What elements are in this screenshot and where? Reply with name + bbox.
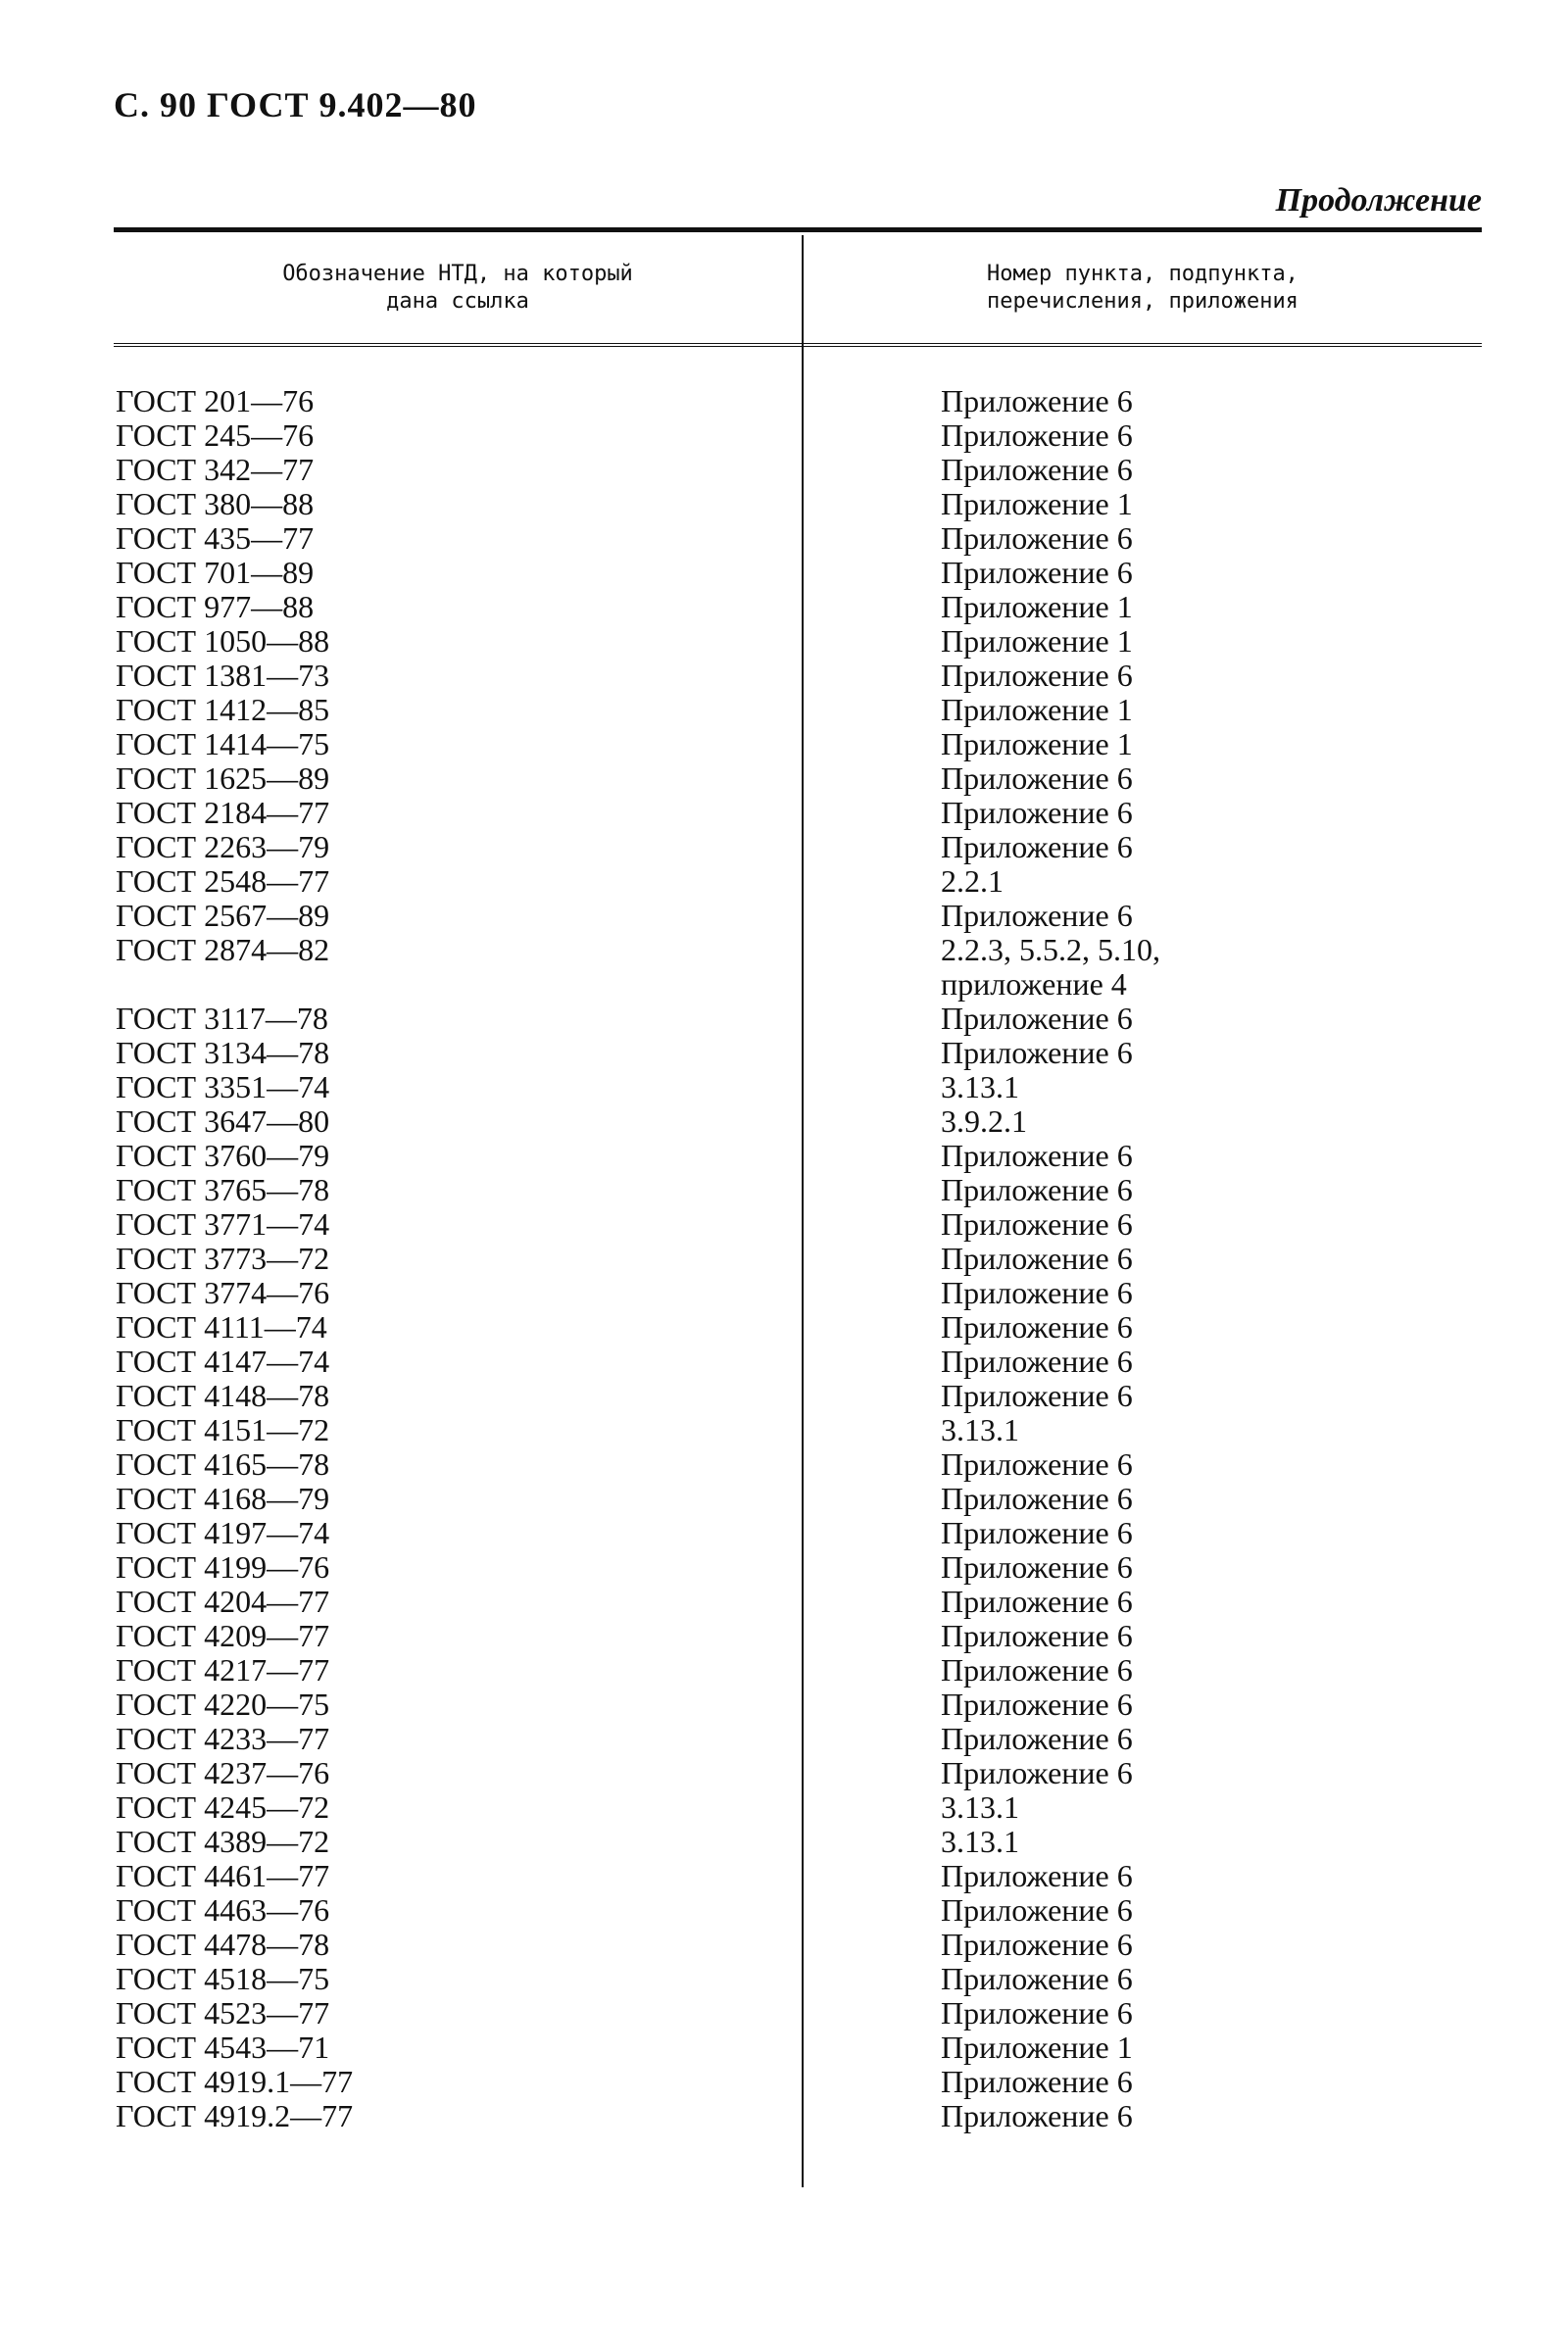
document-designation: ГОСТ 3771—74 [116, 1206, 330, 1242]
table-row [114, 2065, 1482, 2099]
document-designation: ГОСТ 4148—78 [116, 1378, 330, 1413]
document-designation: ГОСТ 4199—76 [116, 1549, 330, 1585]
document-designation: ГОСТ 2548—77 [116, 863, 330, 899]
reference-item: Приложение 6 [941, 1446, 1133, 1482]
table-row [114, 1722, 1482, 1756]
document-designation: ГОСТ 2184—77 [116, 795, 330, 830]
table-row [114, 556, 1482, 590]
document-designation: ГОСТ 3774—76 [116, 1275, 330, 1310]
document-designation: ГОСТ 4523—77 [116, 1995, 330, 2031]
document-designation: ГОСТ 1412—85 [116, 692, 330, 727]
table-row [114, 1447, 1482, 1482]
page-header: С. 90 ГОСТ 9.402—80 [114, 85, 477, 124]
table-row [114, 1379, 1482, 1413]
reference-item: Приложение 6 [941, 1241, 1133, 1276]
table-row [114, 864, 1482, 899]
reference-item: Приложение 1 [941, 486, 1133, 521]
table-row [114, 1139, 1482, 1173]
table-row [114, 1756, 1482, 1790]
document-designation: ГОСТ 4919.2—77 [116, 2098, 354, 2133]
table-row [114, 1413, 1482, 1447]
document-designation: ГОСТ 701—89 [116, 555, 315, 590]
reference-item: Приложение 6 [941, 2098, 1133, 2133]
table-row [114, 1276, 1482, 1310]
table-row [114, 727, 1482, 761]
document-designation: ГОСТ 4518—75 [116, 1961, 330, 1996]
table-row [114, 2031, 1482, 2065]
document-designation: ГОСТ 4543—71 [116, 2030, 330, 2065]
document-designation: ГОСТ 3773—72 [116, 1241, 330, 1276]
reference-table [114, 227, 1482, 2187]
reference-item: Приложение 6 [941, 1652, 1133, 1688]
document-designation: ГОСТ 4389—72 [116, 1824, 330, 1859]
table-row [114, 1962, 1482, 1996]
reference-item: Приложение 6 [941, 1858, 1133, 1893]
document-designation: ГОСТ 1625—89 [116, 760, 330, 796]
reference-item: Приложение 6 [941, 555, 1133, 590]
document-designation: ГОСТ 2567—89 [116, 898, 330, 933]
reference-item: 3.13.1 [941, 1412, 1019, 1447]
reference-item: Приложение 6 [941, 1172, 1133, 1207]
table-row [114, 1550, 1482, 1585]
table-row [114, 1516, 1482, 1550]
table-row [114, 1070, 1482, 1104]
document-designation: ГОСТ 4478—78 [116, 1927, 330, 1962]
document-designation: ГОСТ 4919.1—77 [116, 2064, 354, 2099]
reference-item: 3.9.2.1 [941, 1103, 1027, 1139]
table-row [114, 933, 1482, 1002]
table-row [114, 418, 1482, 453]
table-row [114, 1996, 1482, 2031]
table-row [114, 761, 1482, 796]
reference-item: Приложение 1 [941, 692, 1133, 727]
reference-item: 2.2.1 [941, 863, 1004, 899]
table-row [114, 1619, 1482, 1653]
reference-item: Приложение 6 [941, 1584, 1133, 1619]
reference-item: Приложение 6 [941, 1481, 1133, 1516]
table-row [114, 1173, 1482, 1207]
reference-item: Приложение 6 [941, 1138, 1133, 1173]
document-designation: ГОСТ 245—76 [116, 417, 315, 453]
table-row [114, 1790, 1482, 1825]
reference-item: 3.13.1 [941, 1824, 1019, 1859]
table-row [114, 1310, 1482, 1345]
table-row [114, 1207, 1482, 1242]
document-designation: ГОСТ 4147—74 [116, 1344, 330, 1379]
document-designation: ГОСТ 4245—72 [116, 1789, 330, 1825]
reference-item: Приложение 6 [941, 1927, 1133, 1962]
reference-item: Приложение 6 [941, 898, 1133, 933]
reference-item: Приложение 6 [941, 1721, 1133, 1756]
reference-item: Приложение 1 [941, 2030, 1133, 2065]
reference-item: Приложение 6 [941, 2064, 1133, 2099]
document-designation: ГОСТ 380—88 [116, 486, 315, 521]
table-top-rule [114, 227, 1482, 232]
table-row [114, 1825, 1482, 1859]
document-designation: ГОСТ 4111—74 [116, 1309, 327, 1345]
reference-item: Приложение 6 [941, 1515, 1133, 1550]
table-row [114, 453, 1482, 487]
document-designation: ГОСТ 342—77 [116, 452, 315, 487]
reference-item: Приложение 6 [941, 1035, 1133, 1070]
reference-item: Приложение 6 [941, 1995, 1133, 2031]
header-rule [114, 343, 1482, 347]
reference-item: Приложение 6 [941, 1687, 1133, 1722]
reference-item: Приложение 1 [941, 589, 1133, 624]
reference-item: Приложение 6 [941, 658, 1133, 693]
reference-item: Приложение 6 [941, 1892, 1133, 1928]
reference-item: Приложение 6 [941, 1275, 1133, 1310]
reference-item: Приложение 6 [941, 1961, 1133, 1996]
reference-item: Приложение 1 [941, 623, 1133, 659]
document-designation: ГОСТ 977—88 [116, 589, 315, 624]
document-designation: ГОСТ 3765—78 [116, 1172, 330, 1207]
reference-item: Приложение 6 [941, 520, 1133, 556]
table-row [114, 590, 1482, 624]
reference-item: Приложение 6 [941, 452, 1133, 487]
reference-item: 3.13.1 [941, 1069, 1019, 1104]
table-row [114, 1585, 1482, 1619]
table-row [114, 521, 1482, 556]
document-designation: ГОСТ 3117—78 [116, 1001, 328, 1036]
reference-item: Приложение 6 [941, 1001, 1133, 1036]
continuation-label: Продолжение [1275, 182, 1482, 219]
reference-item: Приложение 6 [941, 417, 1133, 453]
reference-item: Приложение 6 [941, 1618, 1133, 1653]
document-designation: ГОСТ 4237—76 [116, 1755, 330, 1790]
document-designation: ГОСТ 2874—82 [116, 932, 330, 967]
table-row [114, 1688, 1482, 1722]
table-row [114, 830, 1482, 864]
reference-item: Приложение 6 [941, 383, 1133, 418]
reference-item: Приложение 6 [941, 1549, 1133, 1585]
document-designation: ГОСТ 2263—79 [116, 829, 330, 864]
table-row [114, 1653, 1482, 1688]
table-row [114, 1345, 1482, 1379]
document-designation: ГОСТ 4463—76 [116, 1892, 330, 1928]
table-row [114, 1893, 1482, 1928]
table-row [114, 1036, 1482, 1070]
table-row [114, 659, 1482, 693]
document-designation: ГОСТ 4233—77 [116, 1721, 330, 1756]
document-designation: ГОСТ 4461—77 [116, 1858, 330, 1893]
table-row [114, 487, 1482, 521]
document-designation: ГОСТ 3351—74 [116, 1069, 330, 1104]
table-row [114, 1928, 1482, 1962]
reference-item: 2.2.3, 5.5.2, 5.10, приложение 4 [941, 932, 1160, 1002]
table-row [114, 1242, 1482, 1276]
column-header-document: Обозначение НТД, на который дана ссылка [282, 262, 633, 314]
document-designation: ГОСТ 3647—80 [116, 1103, 330, 1139]
reference-item: Приложение 6 [941, 1755, 1133, 1790]
document-designation: ГОСТ 4204—77 [116, 1584, 330, 1619]
document-designation: ГОСТ 3134—78 [116, 1035, 330, 1070]
document-designation: ГОСТ 1414—75 [116, 726, 330, 761]
document-designation: ГОСТ 4197—74 [116, 1515, 330, 1550]
document-designation: ГОСТ 4151—72 [116, 1412, 330, 1447]
column-header-reference: Номер пункта, подпункта, перечисления, приложения [987, 262, 1298, 314]
reference-item: Приложение 1 [941, 726, 1133, 761]
reference-item: Приложение 6 [941, 829, 1133, 864]
table-row [114, 1002, 1482, 1036]
document-designation: ГОСТ 4168—79 [116, 1481, 330, 1516]
table-body [114, 384, 1482, 2133]
table-row [114, 1859, 1482, 1893]
document-designation: ГОСТ 435—77 [116, 520, 315, 556]
table-row [114, 624, 1482, 659]
table-row [114, 1104, 1482, 1139]
document-designation: ГОСТ 1381—73 [116, 658, 330, 693]
reference-item: Приложение 6 [941, 1344, 1133, 1379]
document-designation: ГОСТ 4209—77 [116, 1618, 330, 1653]
table-row [114, 693, 1482, 727]
table-row [114, 2099, 1482, 2133]
reference-item: Приложение 6 [941, 1378, 1133, 1413]
document-designation: ГОСТ 201—76 [116, 383, 315, 418]
table-row [114, 384, 1482, 418]
reference-item: Приложение 6 [941, 1309, 1133, 1345]
table-row [114, 1482, 1482, 1516]
table-row [114, 899, 1482, 933]
reference-item: 3.13.1 [941, 1789, 1019, 1825]
document-designation: ГОСТ 4220—75 [116, 1687, 330, 1722]
document-designation: ГОСТ 3760—79 [116, 1138, 330, 1173]
reference-item: Приложение 6 [941, 1206, 1133, 1242]
reference-item: Приложение 6 [941, 760, 1133, 796]
document-designation: ГОСТ 1050—88 [116, 623, 330, 659]
table-row [114, 796, 1482, 830]
document-designation: ГОСТ 4165—78 [116, 1446, 330, 1482]
document-designation: ГОСТ 4217—77 [116, 1652, 330, 1688]
reference-item: Приложение 6 [941, 795, 1133, 830]
